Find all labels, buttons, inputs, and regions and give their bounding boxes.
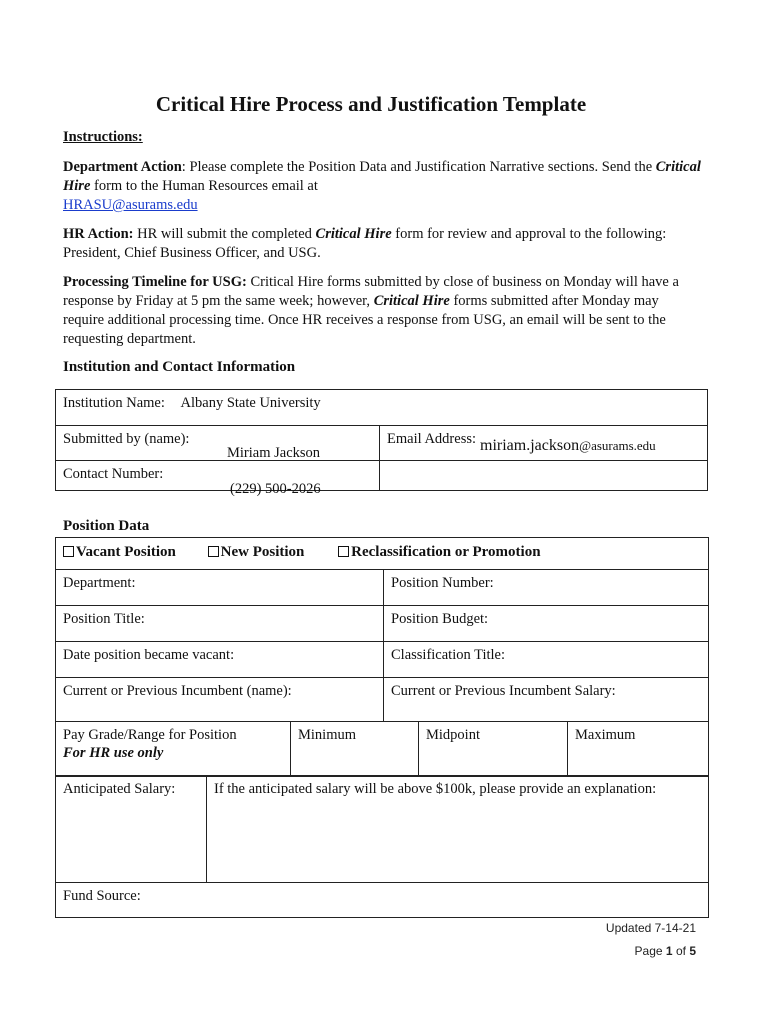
department-action-text-2: form to the Human Resources email at: [90, 178, 318, 194]
email-address-value[interactable]: [480, 437, 656, 455]
option-vacant[interactable]: [63, 544, 176, 560]
option-reclassification[interactable]: [338, 544, 540, 560]
contact-number-cell: [56, 461, 380, 497]
incumbent-salary-cell[interactable]: [384, 678, 709, 722]
date-vacant-cell[interactable]: [56, 642, 384, 678]
timeline-label: Processing Timeline for USG:: [63, 274, 247, 290]
option-vacant-label: Vacant Position: [76, 544, 176, 560]
institution-name-label: Institution Name:: [63, 395, 165, 411]
option-new-label: New Position: [220, 544, 305, 560]
position-title-label: Position Title:: [63, 611, 145, 627]
minimum-label: Minimum: [298, 727, 357, 743]
pay-grade-table: [55, 721, 709, 777]
new-checkbox-icon[interactable]: [208, 546, 219, 557]
timeline-text-2: forms submitted after Monday may require additional processing time. Once HR receives a response from USG, an email will be sent to the requesting department.: [63, 293, 666, 347]
incumbent-name-label: Current or Previous Incumbent (name):: [63, 683, 292, 699]
salary-explanation-cell[interactable]: [207, 776, 709, 883]
timeline-paragraph: [63, 273, 703, 349]
submitted-by-cell: [56, 426, 380, 461]
submitted-by-label: Submitted by (name):: [63, 431, 190, 447]
contact-number-label: Contact Number:: [63, 466, 164, 482]
department-action-paragraph: [63, 158, 703, 215]
hr-email-link[interactable]: HRASU@asurams.edu: [63, 197, 198, 213]
email-address-label: Email Address:: [387, 431, 477, 447]
institution-name-cell: [56, 390, 708, 426]
email-user: miriam.jackson: [480, 437, 580, 454]
minimum-cell[interactable]: [291, 722, 419, 777]
timeline-emphasis: Critical Hire: [373, 293, 450, 309]
timeline-text-1: Critical Hire forms submitted by close of business on Monday will have a response by Friday at 5 pm the same week; however,: [63, 274, 679, 309]
hr-action-emphasis: Critical Hire: [315, 226, 392, 242]
salary-table: [55, 775, 709, 918]
updated-date: Updated 7-14-21: [605, 921, 696, 935]
email-address-cell: [380, 426, 708, 461]
position-table-top: [55, 537, 709, 722]
of-word: of: [675, 944, 686, 958]
maximum-cell[interactable]: [568, 722, 709, 777]
incumbent-name-cell[interactable]: [56, 678, 384, 722]
department-cell[interactable]: [56, 570, 384, 606]
position-number-label: Position Number:: [391, 575, 494, 591]
position-type-row: [56, 538, 709, 570]
fund-source-cell[interactable]: [56, 883, 709, 918]
maximum-label: Maximum: [575, 727, 636, 743]
hr-only-label: For HR use only: [63, 745, 164, 761]
fund-source-label: Fund Source:: [63, 888, 141, 904]
option-reclassification-label: Reclassification or Promotion: [351, 544, 541, 560]
midpoint-label: Midpoint: [426, 727, 480, 743]
department-action-label: Department Action: [63, 159, 182, 175]
page-total: 5: [689, 944, 696, 958]
position-budget-label: Position Budget:: [391, 611, 489, 627]
department-action-emphasis: Critical Hire: [63, 159, 701, 194]
submitted-by-value[interactable]: Miriam Jackson: [227, 445, 321, 461]
pay-grade-label: Pay Grade/Range for Position: [63, 727, 237, 743]
page-number: [635, 944, 696, 958]
contact-number-value[interactable]: (229) 500-2026: [230, 481, 321, 497]
option-new[interactable]: [208, 544, 305, 560]
vacant-checkbox-icon[interactable]: [63, 546, 74, 557]
hr-action-label: HR Action:: [63, 226, 134, 242]
anticipated-salary-cell[interactable]: [56, 776, 207, 883]
email-domain: @asurams.edu: [579, 438, 656, 453]
instructions-heading: Instructions:: [63, 129, 143, 145]
institution-name-value[interactable]: Albany State University: [180, 395, 321, 411]
incumbent-salary-label: Current or Previous Incumbent Salary:: [391, 683, 616, 699]
position-number-cell[interactable]: [384, 570, 709, 606]
hr-action-paragraph: [63, 225, 703, 263]
anticipated-salary-label: Anticipated Salary:: [63, 781, 176, 797]
page-word: Page: [634, 944, 663, 958]
institution-table: [55, 389, 708, 497]
classification-title-label: Classification Title:: [391, 647, 505, 663]
position-title-cell[interactable]: [56, 606, 384, 642]
pay-grade-cell: [56, 722, 291, 777]
hr-action-text-2: form for review and approval to the following: President, Chief Business Officer, and USG.: [63, 226, 667, 261]
empty-contact-cell: [380, 461, 708, 491]
hr-action-text-1: HR will submit the completed: [133, 226, 316, 242]
classification-title-cell[interactable]: [384, 642, 709, 678]
midpoint-cell[interactable]: [419, 722, 568, 777]
position-budget-cell[interactable]: [384, 606, 709, 642]
page-title: Critical Hire Process and Justification Template: [155, 92, 587, 116]
reclassification-checkbox-icon[interactable]: [338, 546, 349, 557]
position-data-heading: Position Data: [63, 518, 150, 534]
institution-heading: Institution and Contact Information: [63, 359, 296, 375]
department-label: Department:: [63, 575, 136, 591]
salary-explanation-note: If the anticipated salary will be above $100k, please provide an explanation:: [214, 781, 657, 797]
date-vacant-label: Date position became vacant:: [63, 647, 235, 663]
page-current: 1: [665, 944, 673, 958]
department-action-text-1: : Please complete the Position Data and Justification Narrative sections. Send the: [181, 159, 656, 175]
